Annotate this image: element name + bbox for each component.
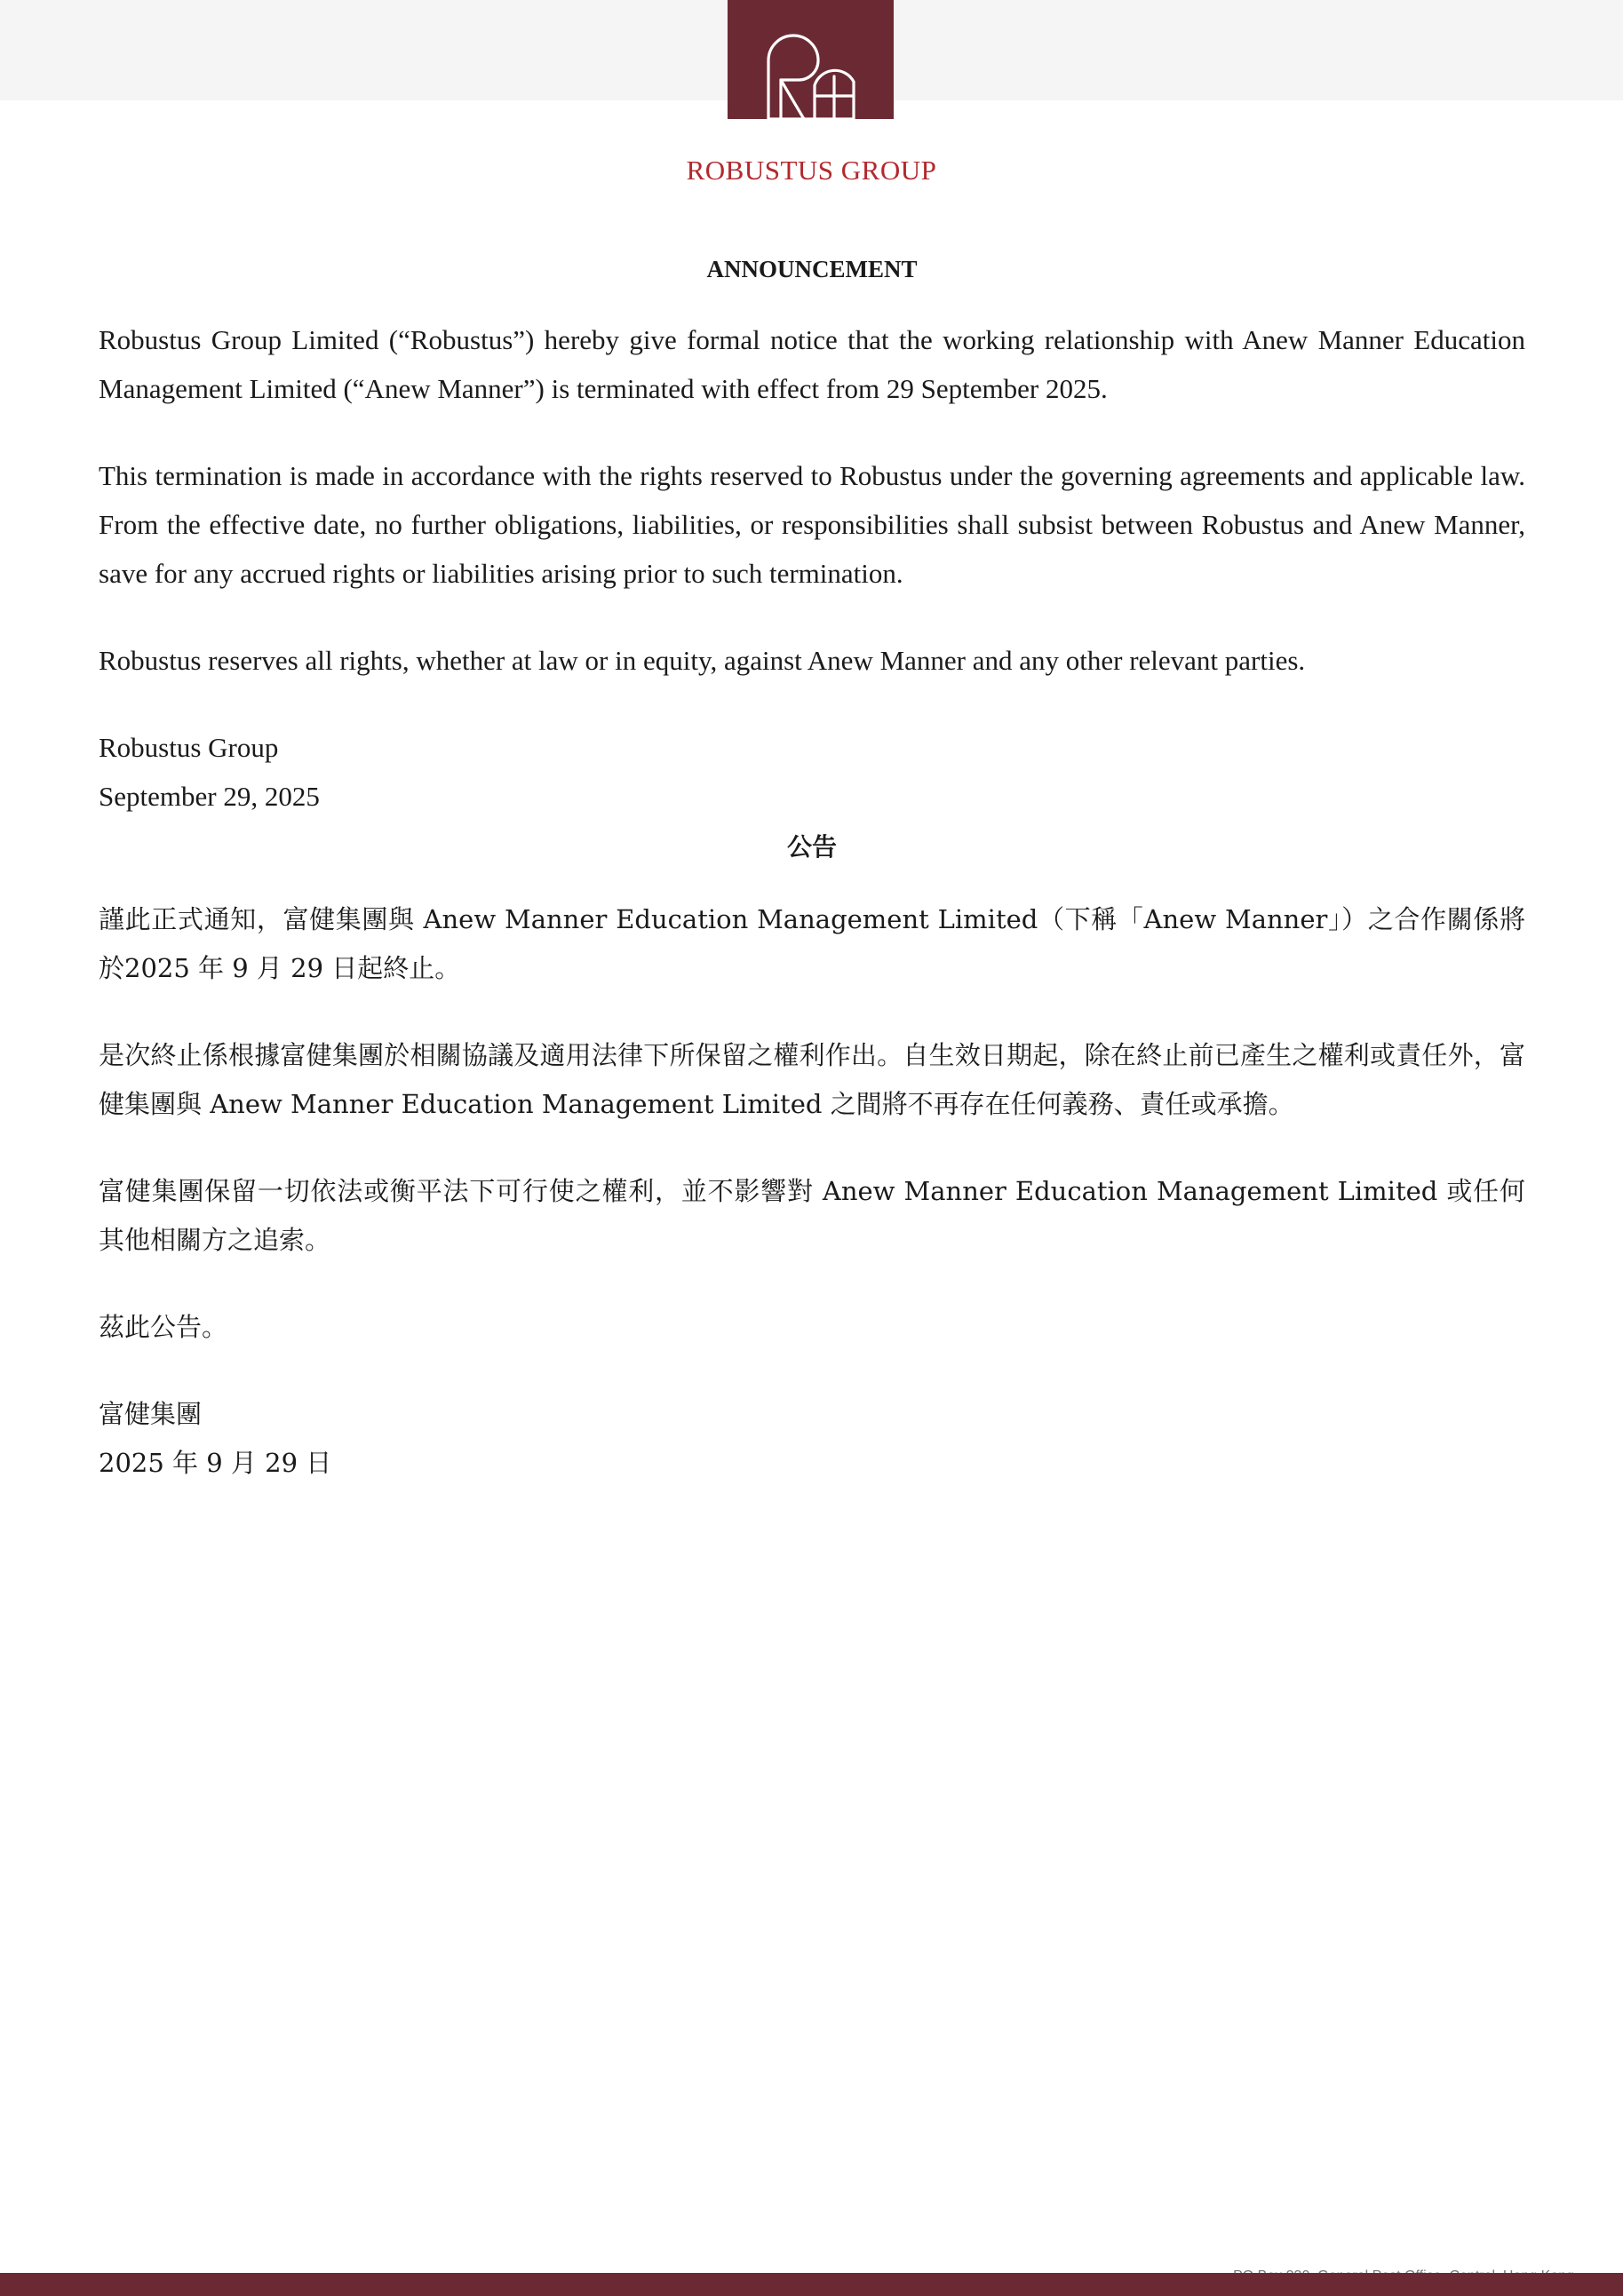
chinese-title: 公告	[786, 834, 837, 862]
footer-bar	[0, 2273, 1623, 2296]
english-paragraph-1: Robustus Group Limited (“Robustus”) hereby give formal notice that the working relationship with Anew Manner Education Management Limited (“Anew Manner”) is terminated with effect from 29 September 2025.	[99, 324, 1525, 404]
english-date: September 29, 2025	[99, 781, 320, 812]
english-paragraph-2: This termination is made in accordance with the rights reserved to Robustus under the governing agreements and applicable law. From the effective date, no further obligations, liabilities, or responsibilities shall subsist between Robustus and Anew Manner, save for any accrued rights or liabilities arising prior to such termination.	[99, 460, 1525, 589]
chinese-paragraph-2: 是次終止係根據富健集團於相關協議及適用法律下所保留之權利作出。自生效日期起，除在終止前已產生之權利或責任外，富健集團與 Anew Manner Education Management Limited 之間將不再存在任何義務、責任或承擔。	[99, 1040, 1525, 1119]
chinese-paragraph-1: 謹此正式通知，富健集團與 Anew Manner Education Management Limited（下稱「Anew Manner」）之合作關係將於2025 年 9 月 29 日起終止。	[99, 904, 1525, 983]
brand-name: ROBUSTUS GROUP	[686, 155, 937, 186]
chinese-paragraph-4: 茲此公告。	[99, 1312, 228, 1342]
english-paragraph-3: Robustus reserves all rights, whether at law or in equity, against Anew Manner and any other relevant parties.	[99, 645, 1306, 676]
chinese-signatory: 富健集團	[99, 1399, 203, 1429]
rg-monogram-icon	[761, 30, 861, 130]
document-body	[99, 256, 1525, 1488]
english-signatory: Robustus Group	[99, 732, 279, 763]
chinese-date: 2025 年 9 月 29 日	[99, 1448, 332, 1478]
english-title: ANNOUNCEMENT	[706, 256, 918, 282]
logo	[728, 0, 894, 119]
chinese-paragraph-3: 富健集團保留一切依法或衡平法下可行使之權利，並不影響對 Anew Manner Education Management Limited 或任何其他相關方之追索。	[99, 1176, 1525, 1255]
